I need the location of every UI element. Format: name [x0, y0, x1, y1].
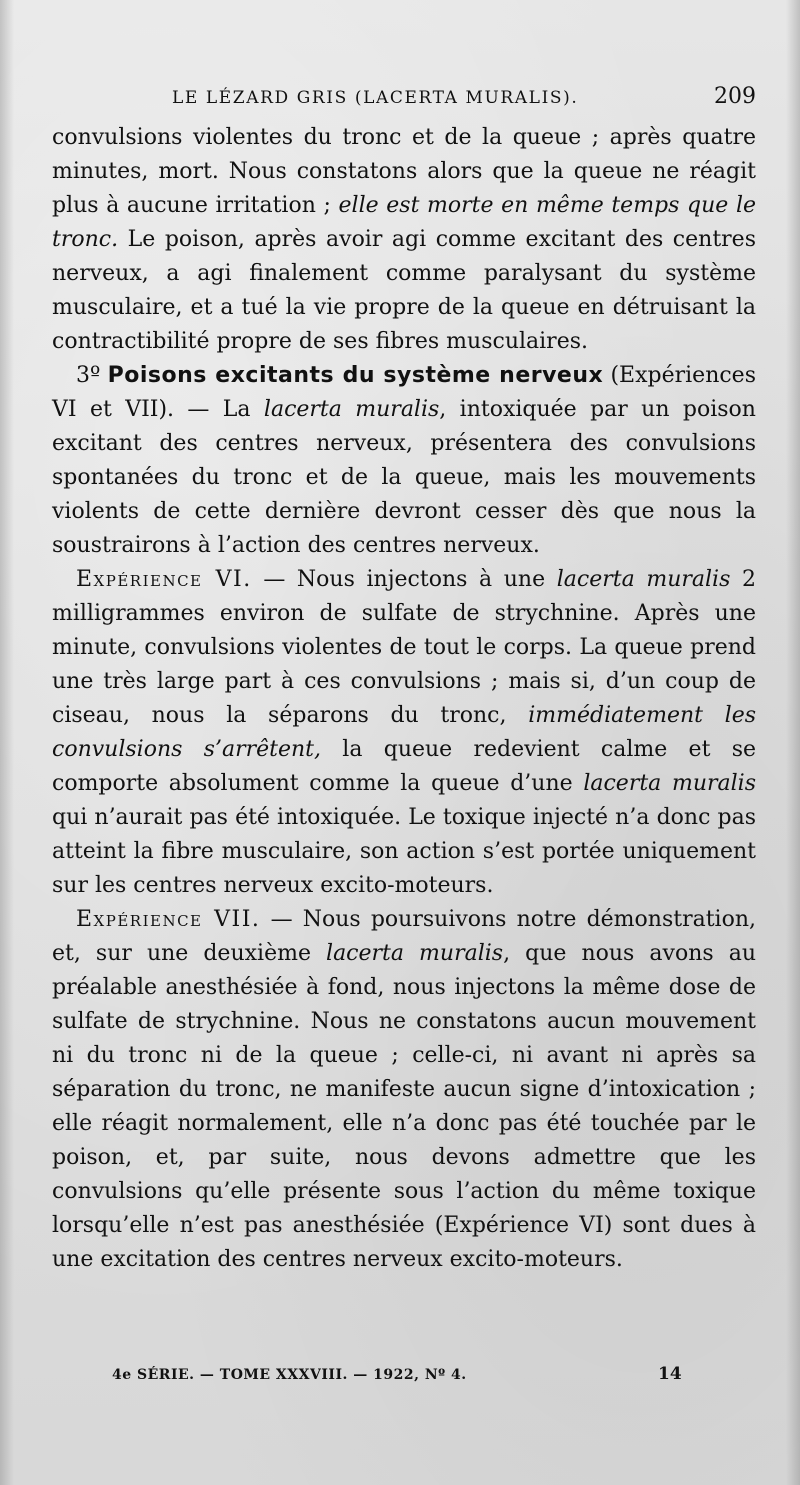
italic-run: lacerta muralis	[583, 771, 756, 796]
section-number: 3º	[76, 363, 101, 388]
page-footer	[52, 1364, 756, 1388]
text-run: Le poison, après avoir agi comme excitant des centres nerveux, a agi finalement comme paralysant du système musculaire, et a tué la vie propre de la queue en détruisant la contractibilité propre de ses fibres musculaires.	[52, 227, 756, 354]
page-edge-shadow-right	[786, 0, 800, 1485]
experience-label: Expérience VI.	[76, 567, 252, 592]
paragraph-continuation	[52, 121, 756, 359]
page-number: 209	[714, 84, 756, 109]
text-run: , intoxiquée par un poison excitant des centres nerveux, présentera des convulsions spontanées du tronc et de la queue, mais les mouvements violents de cette dernière devront cesser dès que nous la soustrairons à l’action des centres nerveux.	[52, 397, 756, 558]
italic-run: elle est morte en même temps que le tronc.	[52, 193, 756, 252]
text-run: 2 milligrammes environ de sulfate de strychnine. Après une minute, convulsions violentes de tout le corps. La queue prend une très large part à ces convulsions ; mais si, d’un coup de ciseau, nous la séparons du tronc,	[52, 567, 756, 728]
italic-run: immédiatement les convulsions s’arrêtent,	[52, 703, 757, 762]
running-title: LE LÉZARD GRIS (LACERTA MURALIS).	[172, 88, 579, 108]
volume-signature: 4e SÉRIE. — TOME XXXVIII. — 1922, Nº 4.	[112, 1367, 467, 1383]
italic-run: lacerta muralis	[263, 397, 440, 422]
running-head	[52, 84, 756, 118]
experience-label: Expérience VII.	[76, 907, 261, 932]
text-run: qui n’aurait pas été intoxiquée. Le toxique injecté n’a donc pas atteint la fibre musculaire, son action s’est portée uniquement sur les centres nerveux excito-moteurs.	[52, 805, 756, 898]
section-heading: Poisons excitants du système nerveux	[107, 363, 604, 388]
main-text	[52, 121, 756, 1277]
italic-run: lacerta muralis	[556, 567, 731, 592]
text-run: convulsions violentes du tronc et de la queue ; après quatre minutes, mort. Nous constatons alors que la queue ne réagit plus à aucune irritation ;	[52, 125, 756, 218]
text-run: , que nous avons au préalable anesthésiée à fond, nous injectons la même dose de sulfate de strychnine. Nous ne constatons aucun mouvement ni du tronc ni de la queue ; celle-ci, ni avant ni après sa séparation du tronc, ne manifeste aucun signe d’intoxication ; elle réagit normalement, elle n’a donc pas été touchée par le poison, et, par suite, nous devons admettre que les convulsions qu’elle présente sous l’action du même toxique lorsqu’elle n’est pas anesthésiée (Expérience VI) sont dues à une excitation des centres nerveux excito-moteurs.	[52, 941, 756, 1272]
text-run: — Nous poursuivons notre démonstration, et, sur une deuxième	[52, 907, 756, 966]
italic-run: lacerta muralis	[326, 941, 504, 966]
text-run: — Nous injectons à une	[251, 567, 557, 592]
text-run: (Expériences VI et VII). — La	[52, 363, 756, 422]
page-edge-shadow-left	[0, 0, 14, 1485]
paragraph-experience-6	[52, 563, 756, 903]
paragraph-section-3	[52, 359, 756, 563]
paragraph-experience-7	[52, 903, 756, 1277]
text-run: la queue redevient calme et se comporte absolument comme la queue d’une	[52, 737, 756, 796]
sheet-number: 14	[658, 1364, 682, 1384]
